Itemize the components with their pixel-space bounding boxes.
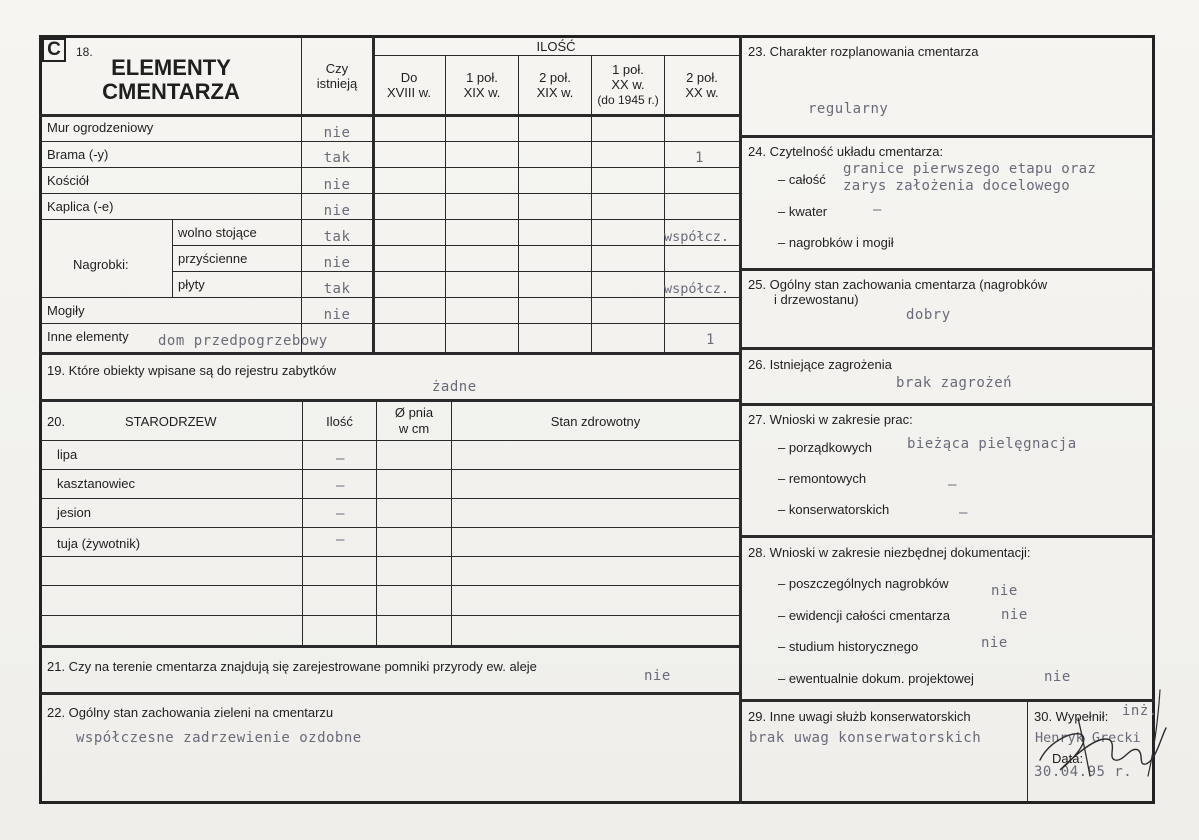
row-label: Brama (-y) <box>47 147 109 162</box>
ilosc-line <box>373 55 739 56</box>
exists-value: nie <box>323 177 351 193</box>
qty-value: współcz. <box>664 281 730 297</box>
row-label: przyścienne <box>178 251 248 266</box>
nagrobki-vline <box>172 219 173 297</box>
row-line <box>172 271 741 272</box>
s27-label: 27. Wnioski w zakresie prac: <box>748 412 913 427</box>
tree-qty: – <box>336 478 345 494</box>
s30-label: 30. Wypełnił: <box>1034 709 1109 724</box>
tree-name: tuja (żywotnik) <box>57 536 141 551</box>
tree-qty: – <box>336 532 345 548</box>
s24-kwater: – kwater <box>778 204 828 219</box>
s19-bottom <box>39 399 741 402</box>
tree-name: jesion <box>57 505 91 520</box>
col-exists-1: Czy <box>325 61 349 76</box>
s24-bottom <box>740 268 1155 271</box>
s20-line <box>39 440 741 441</box>
middle-divider <box>739 35 742 804</box>
exists-value: nie <box>323 255 351 271</box>
s20-line <box>39 585 741 586</box>
qty-value: 1 <box>706 332 715 348</box>
s18-bottom <box>39 352 741 355</box>
col-header: 1 poł. <box>466 70 498 85</box>
s27-item-label: – remontowych <box>778 471 867 486</box>
s24-calosc-value-2: zarys założenia docelowego <box>843 178 1070 194</box>
s24-calosc-value-1: granice pierwszego etapu oraz <box>843 161 1097 177</box>
col-header: XIX w. <box>463 85 501 100</box>
s20-line <box>39 556 741 557</box>
col-header: Do <box>400 70 418 85</box>
s28-item-value: nie <box>981 635 1008 651</box>
exists-value: tak <box>323 229 351 245</box>
s24-label: 24. Czytelność układu cmentarza: <box>748 144 944 159</box>
qty-value: współcz. <box>664 229 730 245</box>
s27-item-value: – <box>959 505 968 521</box>
exists-value: nie <box>323 203 351 219</box>
s28-item-label: – ewentualnie dokum. projektowej <box>778 671 974 686</box>
tree-name: lipa <box>57 447 78 462</box>
s20-title: STARODRZEW <box>125 414 217 429</box>
row-line <box>39 167 741 168</box>
s21-value: nie <box>644 668 671 684</box>
row-label: wolno stojące <box>178 225 257 240</box>
s25-label-1: 25. Ogólny stan zachowania cmentarza (nagrobków <box>748 277 1048 292</box>
s20-line <box>39 527 741 528</box>
s20-bottom <box>39 645 741 648</box>
s27-bottom <box>740 535 1155 538</box>
row-line <box>39 219 741 220</box>
s26-bottom <box>740 403 1155 406</box>
row-label: Kościół <box>47 173 89 188</box>
tree-name: kasztanowiec <box>57 476 136 491</box>
s20-vline <box>302 400 303 646</box>
s25-value: dobry <box>906 307 951 323</box>
s24-calosc: – całość <box>778 172 826 187</box>
exists-value: tak <box>323 150 351 166</box>
qty-value: 1 <box>695 150 704 166</box>
s20-col-health: Stan zdrowotny <box>550 414 641 429</box>
s19-value: żadne <box>432 379 477 395</box>
exists-value: nie <box>323 125 351 141</box>
s29-label: 29. Inne uwagi służb konserwatorskich <box>748 709 971 724</box>
s23-bottom <box>740 135 1155 138</box>
s20-col-diam-2: w cm <box>398 421 430 436</box>
handwritten-signature <box>1020 680 1170 790</box>
s20-line <box>39 498 741 499</box>
col-header: XIX w. <box>536 85 574 100</box>
col-header: 2 poł. <box>539 70 571 85</box>
s28-item-value: nie <box>1044 669 1071 685</box>
s20-number: 20. <box>47 414 66 429</box>
s18-number: 18. <box>76 45 93 59</box>
s18-header-line <box>39 114 741 117</box>
exists-value: tak <box>323 281 351 297</box>
s19-label: 19. Które obiekty wpisane są do rejestru zabytków <box>47 363 337 378</box>
s25-label-2: i drzewostanu) <box>774 292 859 307</box>
row-label: Inne elementy <box>47 329 129 344</box>
s21-label: 21. Czy na terenie cmentarza znajdują się zarejestrowane pomniki przyrody ew. aleje <box>47 659 537 674</box>
s24-nagrobkow: – nagrobków i mogił <box>778 235 894 250</box>
row-label: płyty <box>178 277 205 292</box>
row-line <box>39 323 741 324</box>
s27-item-value: – <box>948 477 957 493</box>
s20-col-qty: Ilość <box>326 414 353 429</box>
s28-item-value: nie <box>1001 607 1028 623</box>
inne-elementy-value: dom przedpogrzebowy <box>158 333 328 349</box>
row-label: Mogiły <box>47 303 85 318</box>
row-line <box>39 141 741 142</box>
ilosc-header: ILOŚĆ <box>536 39 576 54</box>
exists-value: nie <box>323 307 351 323</box>
row-line <box>39 193 741 194</box>
s20-line <box>39 469 741 470</box>
col-exists-2: istnieją <box>316 76 358 91</box>
s20-col-diam-1: Ø pnia <box>394 405 434 420</box>
s18-title-1: ELEMENTY <box>111 55 231 80</box>
s28-item-label: – ewidencji całości cmentarza <box>778 608 950 623</box>
section-letter-box: C <box>42 38 66 62</box>
col-header: 1 poł. <box>612 62 644 77</box>
s27-item-value: bieżąca pielęgnacja <box>907 436 1077 452</box>
s26-label: 26. Istniejące zagrożenia <box>748 357 892 372</box>
s22-value: współczesne zadrzewienie ozdobne <box>76 730 362 746</box>
s28-item-label: – studium historycznego <box>778 639 919 654</box>
s29-value: brak uwag konserwatorskich <box>749 730 982 746</box>
s28-item-value: nie <box>991 583 1018 599</box>
s20-vline <box>451 400 452 646</box>
s28-item-label: – poszczególnych nagrobków <box>778 576 949 591</box>
s28-label: 28. Wnioski w zakresie niezbędnej dokumentacji: <box>748 545 1031 560</box>
s30-name: Henryk Grecki <box>1035 730 1141 746</box>
tree-qty: – <box>336 506 345 522</box>
s24-kwater-value: – <box>873 202 882 218</box>
row-line <box>172 245 741 246</box>
row-line <box>39 297 741 298</box>
s30-date: 30.04.95 r. <box>1034 764 1133 780</box>
s23-value: regularny <box>808 101 889 117</box>
s23-label: 23. Charakter rozplanowania cmentarza <box>748 44 979 59</box>
col-header: XX w. <box>611 77 645 92</box>
col-header: XX w. <box>685 85 719 100</box>
s20-line <box>39 615 741 616</box>
nagrobki-label: Nagrobki: <box>73 257 129 272</box>
s18-title-2: CMENTARZA <box>102 79 240 104</box>
s26-value: brak zagrożeń <box>896 375 1013 391</box>
row-label: Mur ogrodzeniowy <box>47 120 154 135</box>
s21-bottom <box>39 692 741 695</box>
s30-title: inż. <box>1122 703 1158 719</box>
s30-date-label: Data: <box>1052 751 1084 766</box>
col-header: XVIII w. <box>386 85 432 100</box>
tree-qty: – <box>336 451 345 467</box>
s22-label: 22. Ogólny stan zachowania zieleni na cmentarzu <box>47 705 334 720</box>
col-header: (do 1945 r.) <box>597 93 659 107</box>
row-label: Kaplica (-e) <box>47 199 114 214</box>
s27-item-label: – porządkowych <box>778 440 872 455</box>
s25-bottom <box>740 347 1155 350</box>
s27-item-label: – konserwatorskich <box>778 502 890 517</box>
col-header: 2 poł. <box>686 70 718 85</box>
